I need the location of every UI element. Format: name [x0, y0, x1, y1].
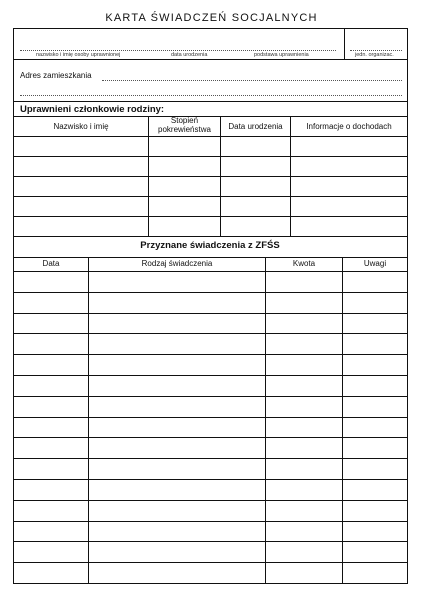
benefit-row-cell[interactable]	[342, 354, 407, 375]
benefit-row-cell[interactable]	[14, 437, 88, 458]
benefit-row-cell[interactable]	[342, 271, 407, 292]
family-col-header: Stopień pokrewieństwa	[158, 116, 211, 134]
benefit-row-cell[interactable]	[14, 375, 88, 396]
benefit-row-cell[interactable]	[88, 354, 265, 375]
benefit-row-cell[interactable]	[265, 562, 342, 583]
header-line	[14, 271, 407, 272]
family-row-cell[interactable]	[290, 196, 407, 216]
benefit-row-cell[interactable]	[342, 521, 407, 542]
birth-caption: data urodzenia	[171, 52, 208, 58]
family-row-cell[interactable]	[14, 136, 148, 156]
family-row-cell[interactable]	[290, 156, 407, 176]
family-row-cell[interactable]	[290, 136, 407, 156]
family-row-cell[interactable]	[148, 196, 220, 216]
benefit-row-cell[interactable]	[342, 375, 407, 396]
benefit-row-cell[interactable]	[342, 458, 407, 479]
benefit-row-cell[interactable]	[265, 354, 342, 375]
benefit-row-cell[interactable]	[88, 292, 265, 313]
divider	[14, 101, 407, 102]
benefits-col-header: Kwota	[292, 259, 316, 268]
benefit-row-cell[interactable]	[342, 500, 407, 521]
benefit-row-cell[interactable]	[88, 313, 265, 334]
benefit-row-cell[interactable]	[88, 500, 265, 521]
family-row-cell[interactable]	[14, 196, 148, 216]
divider	[14, 236, 407, 237]
benefit-row-cell[interactable]	[14, 292, 88, 313]
benefit-row-cell[interactable]	[342, 396, 407, 417]
benefit-row-cell[interactable]	[88, 521, 265, 542]
benefit-row-cell[interactable]	[14, 521, 88, 542]
family-row-cell[interactable]	[14, 176, 148, 196]
family-row-cell[interactable]	[290, 176, 407, 196]
benefits-heading: Przyznane świadczenia z ZFŚS	[140, 240, 280, 251]
form-title: KARTA ŚWIADCZEŃ SOCJALNYCH	[105, 12, 318, 24]
family-row-cell[interactable]	[290, 216, 407, 236]
benefit-row-cell[interactable]	[88, 562, 265, 583]
family-row-cell[interactable]	[220, 196, 290, 216]
benefit-row-cell[interactable]	[14, 333, 88, 354]
benefit-row-cell[interactable]	[342, 437, 407, 458]
family-row-cell[interactable]	[148, 176, 220, 196]
benefit-row-cell[interactable]	[342, 417, 407, 438]
address-line-1[interactable]	[102, 80, 402, 81]
family-row-cell[interactable]	[220, 216, 290, 236]
benefit-row-cell[interactable]	[14, 396, 88, 417]
benefit-row-cell[interactable]	[265, 396, 342, 417]
benefit-row-cell[interactable]	[14, 500, 88, 521]
divider	[14, 59, 407, 60]
benefit-row-cell[interactable]	[342, 479, 407, 500]
family-row-cell[interactable]	[220, 156, 290, 176]
benefit-row-cell[interactable]	[265, 375, 342, 396]
benefit-row-cell[interactable]	[265, 333, 342, 354]
benefit-row-cell[interactable]	[14, 541, 88, 562]
unit-caption: jedn. organizac.	[355, 52, 394, 58]
benefit-row-cell[interactable]	[342, 333, 407, 354]
family-row-cell[interactable]	[220, 136, 290, 156]
family-row-cell[interactable]	[14, 216, 148, 236]
benefit-row-cell[interactable]	[265, 271, 342, 292]
family-col-header: Informacje o dochodach	[306, 122, 392, 131]
benefit-row-cell[interactable]	[342, 562, 407, 583]
benefits-col-header: Uwagi	[363, 259, 387, 268]
benefits-col-header: Data	[42, 259, 60, 268]
family-col-header: Nazwisko i imię	[53, 122, 109, 131]
benefit-row-cell[interactable]	[14, 313, 88, 334]
benefit-row-cell[interactable]	[88, 541, 265, 562]
benefit-row-cell[interactable]	[265, 313, 342, 334]
benefit-row-cell[interactable]	[265, 479, 342, 500]
benefit-row-cell[interactable]	[88, 271, 265, 292]
family-row-cell[interactable]	[148, 156, 220, 176]
basis-caption: podstawa uprawnienia	[254, 52, 309, 58]
benefit-row-cell[interactable]	[265, 521, 342, 542]
form-frame	[13, 28, 408, 584]
benefit-row-cell[interactable]	[88, 417, 265, 438]
benefit-row-cell[interactable]	[342, 313, 407, 334]
benefit-row-cell[interactable]	[265, 292, 342, 313]
benefit-row-cell[interactable]	[342, 292, 407, 313]
benefit-row-cell[interactable]	[88, 458, 265, 479]
unit-divider	[344, 29, 345, 59]
benefit-row-cell[interactable]	[14, 354, 88, 375]
benefit-row-cell[interactable]	[265, 437, 342, 458]
family-row-cell[interactable]	[14, 156, 148, 176]
benefit-row-cell[interactable]	[265, 417, 342, 438]
benefit-row-cell[interactable]	[88, 396, 265, 417]
benefit-row-cell[interactable]	[88, 375, 265, 396]
benefit-row-cell[interactable]	[265, 541, 342, 562]
benefit-row-cell[interactable]	[265, 458, 342, 479]
benefit-row-cell[interactable]	[265, 500, 342, 521]
benefit-row-cell[interactable]	[14, 458, 88, 479]
family-row-cell[interactable]	[148, 136, 220, 156]
benefit-row-cell[interactable]	[88, 333, 265, 354]
name-caption: nazwisko i imię osoby uprawnionej	[36, 52, 121, 58]
benefit-row-cell[interactable]	[14, 417, 88, 438]
benefits-col-header: Rodzaj świadczenia	[141, 259, 213, 268]
benefit-row-cell[interactable]	[14, 479, 88, 500]
unit-line[interactable]	[350, 50, 402, 51]
benefit-row-cell[interactable]	[14, 562, 88, 583]
benefit-row-cell[interactable]	[88, 479, 265, 500]
address-line-2[interactable]	[20, 95, 402, 96]
benefit-row-cell[interactable]	[342, 541, 407, 562]
family-row-cell[interactable]	[220, 176, 290, 196]
header-line	[14, 136, 407, 137]
divider	[14, 257, 407, 258]
benefit-row-cell[interactable]	[88, 437, 265, 458]
benefit-row-cell[interactable]	[14, 271, 88, 292]
family-row-cell[interactable]	[148, 216, 220, 236]
person-info-line[interactable]	[20, 50, 336, 51]
family-heading: Uprawnieni członkowie rodziny:	[20, 104, 165, 115]
address-label: Adres zamieszkania	[20, 71, 92, 80]
family-col-header: Data urodzenia	[228, 122, 283, 131]
